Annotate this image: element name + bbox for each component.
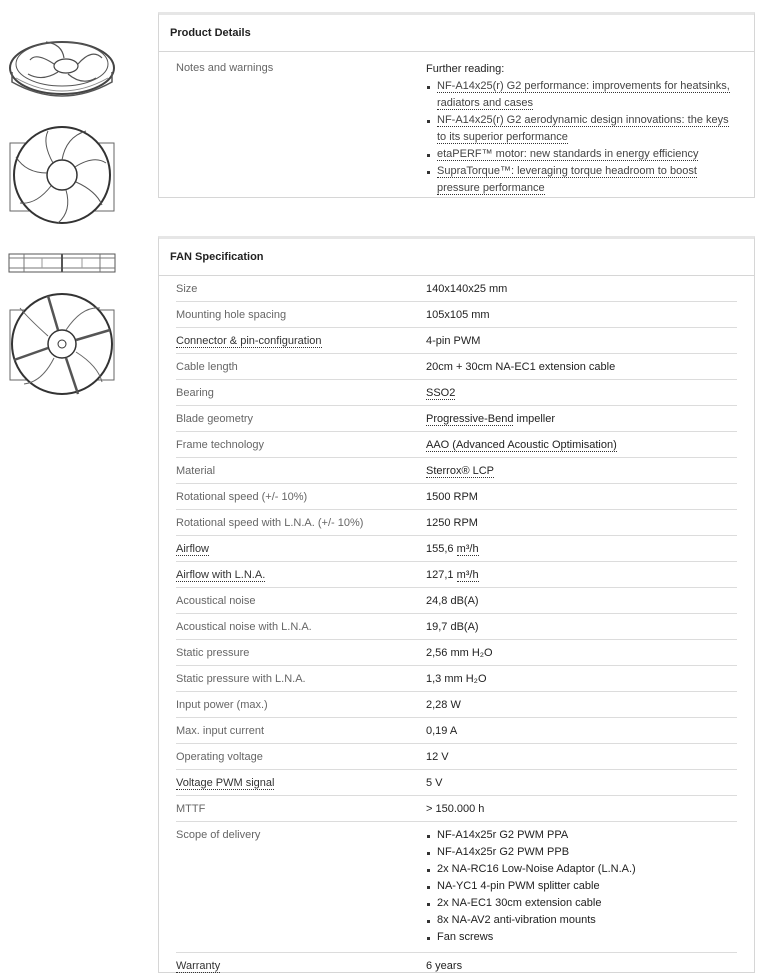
table-row — [176, 666, 737, 692]
frame-technology-info-link[interactable]: AAO (Advanced Acoustic Optimisation) — [426, 439, 617, 451]
table-row — [176, 484, 737, 510]
spec-value-size: 140x140x25 mm — [426, 283, 508, 295]
table-row — [176, 536, 737, 562]
list-item: 2x NA-RC16 Low-Noise Adaptor (L.N.A.) — [426, 861, 737, 878]
spec-label-acoustical-noise-lna: Acoustical noise with L.N.A. — [176, 621, 312, 633]
spec-value-warranty: 6 years — [426, 960, 463, 972]
spec-value-rotational-speed-lna: 1250 RPM — [426, 517, 478, 529]
spec-label-mttf: MTTF — [176, 803, 206, 815]
airflow-number: 155,6 — [426, 543, 457, 555]
table-row — [176, 588, 737, 614]
further-reading-list — [426, 78, 737, 197]
blade-geometry-suffix: impeller — [513, 413, 556, 425]
product-details-title: Product Details — [159, 15, 754, 52]
further-reading-heading: Further reading: — [426, 63, 505, 75]
table-row — [176, 458, 737, 484]
spec-value-mounting-hole-spacing: 105x105 mm — [426, 309, 490, 321]
list-item: Fan screws — [426, 929, 737, 946]
further-reading-link[interactable]: etaPERF™ motor: new standards in energy efficiency — [437, 148, 699, 160]
spec-label-static-pressure: Static pressure — [176, 647, 250, 659]
table-row — [176, 614, 737, 640]
spec-label-size: Size — [176, 283, 198, 295]
thumbnail-fan-back[interactable] — [6, 290, 118, 398]
spec-value-cable-length: 20cm + 30cm NA-EC1 extension cable — [426, 361, 616, 373]
table-row — [176, 953, 737, 978]
spec-value-blade-geometry — [426, 406, 737, 431]
bearing-info-link[interactable]: SSO2 — [426, 387, 456, 399]
airflow-lna-unit-link[interactable]: m³/h — [456, 569, 479, 581]
spec-label-max-input-current: Max. input current — [176, 725, 265, 737]
spec-label-cable-length: Cable length — [176, 361, 238, 373]
list-item: NA-YC1 4-pin PWM splitter cable — [426, 878, 737, 895]
spec-value-operating-voltage: 12 V — [426, 751, 449, 763]
table-row — [176, 770, 737, 796]
spec-label-frame-technology: Frame technology — [176, 439, 265, 451]
table-row — [176, 562, 737, 588]
airflow-lna-info-link[interactable]: Airflow with L.N.A. — [176, 569, 266, 581]
spec-value-airflow — [426, 536, 737, 561]
spec-label-mounting-hole-spacing: Mounting hole spacing — [176, 309, 287, 321]
spec-label-connector — [176, 328, 426, 353]
voltage-pwm-info-link[interactable]: Voltage PWM signal — [176, 777, 275, 789]
spec-value-static-pressure-lna: 1,3 mm H₂O — [426, 673, 487, 685]
fan-specification-rows — [159, 276, 754, 978]
fan-isometric-icon — [6, 28, 118, 108]
spec-label-static-pressure-lna: Static pressure with L.N.A. — [176, 673, 306, 685]
spec-label-rotational-speed: Rotational speed (+/- 10%) — [176, 491, 308, 503]
further-reading-link[interactable]: NF-A14x25(r) G2 aerodynamic design innovations: the keys to its superior performance — [437, 114, 729, 143]
table-row — [176, 640, 737, 666]
list-item — [426, 163, 737, 197]
thumbnail-fan-perspective[interactable] — [6, 28, 118, 108]
spec-label-airflow — [176, 536, 426, 561]
table-row — [176, 692, 737, 718]
spec-label-rotational-speed-lna: Rotational speed with L.N.A. (+/- 10%) — [176, 517, 364, 529]
product-details-panel — [158, 12, 755, 198]
product-details-rows — [159, 52, 754, 203]
fan-specification-panel — [158, 236, 755, 973]
list-item — [426, 78, 737, 112]
spec-label-airflow-lna — [176, 562, 426, 587]
fan-front-icon — [6, 125, 118, 225]
spec-value-airflow-lna — [426, 562, 737, 587]
spec-label-bearing: Bearing — [176, 387, 214, 399]
list-item — [426, 146, 737, 163]
list-item: NF-A14x25r G2 PWM PPB — [426, 844, 737, 861]
row-value — [426, 52, 737, 203]
fan-back-icon — [6, 290, 118, 398]
blade-geometry-info-link[interactable]: Progressive-Bend — [426, 413, 514, 425]
table-row — [176, 432, 737, 458]
spec-value-scope-of-delivery — [426, 822, 737, 952]
spec-label-warranty — [176, 953, 426, 978]
spec-value-static-pressure: 2,56 mm H₂O — [426, 647, 493, 659]
spec-label-acoustical-noise: Acoustical noise — [176, 595, 256, 607]
airflow-unit-link[interactable]: m³/h — [456, 543, 479, 555]
table-row — [176, 328, 737, 354]
spec-value-material — [426, 458, 737, 483]
table-row — [176, 510, 737, 536]
spec-value-bearing — [426, 380, 737, 405]
list-item — [426, 112, 737, 146]
list-item: NF-A14x25r G2 PWM PPA — [426, 827, 737, 844]
spec-value-voltage-pwm-signal: 5 V — [426, 777, 443, 789]
spec-value-acoustical-noise-lna: 19,7 dB(A) — [426, 621, 479, 633]
spec-value-mttf: > 150.000 h — [426, 803, 485, 815]
table-row — [176, 380, 737, 406]
spec-value-acoustical-noise: 24,8 dB(A) — [426, 595, 479, 607]
spec-value-frame-technology — [426, 432, 737, 457]
connector-info-link[interactable]: Connector & pin-configuration — [176, 335, 322, 347]
table-row — [176, 354, 737, 380]
table-row — [176, 406, 737, 432]
spec-label-operating-voltage: Operating voltage — [176, 751, 263, 763]
fan-specification-title: FAN Specification — [159, 239, 754, 276]
table-row — [176, 52, 737, 203]
spec-value-rotational-speed: 1500 RPM — [426, 491, 478, 503]
further-reading-link[interactable]: SupraTorque™: leveraging torque headroom to boost pressure performance — [437, 165, 697, 194]
spec-label-voltage-pwm-signal — [176, 770, 426, 795]
table-row — [176, 744, 737, 770]
thumbnail-fan-side[interactable] — [6, 252, 118, 274]
spec-value-connector: 4-pin PWM — [426, 335, 481, 347]
table-row — [176, 302, 737, 328]
spec-label-material: Material — [176, 465, 216, 477]
row-label: Notes and warnings — [176, 62, 274, 74]
table-row — [176, 822, 737, 953]
list-item: 2x NA-EC1 30cm extension cable — [426, 895, 737, 912]
material-info-link[interactable]: Sterrox® LCP — [426, 465, 495, 477]
airflow-info-link[interactable]: Airflow — [176, 543, 210, 555]
spec-label-scope-of-delivery: Scope of delivery — [176, 829, 261, 841]
table-row — [176, 276, 737, 302]
spec-label-blade-geometry: Blade geometry — [176, 413, 254, 425]
scope-of-delivery-list — [426, 827, 737, 946]
fan-side-icon — [6, 252, 118, 274]
spec-value-input-power: 2,28 W — [426, 699, 461, 711]
warranty-info-link[interactable]: Warranty — [176, 960, 221, 972]
table-row — [176, 796, 737, 822]
airflow-lna-number: 127,1 — [426, 569, 457, 581]
spec-label-input-power: Input power (max.) — [176, 699, 268, 711]
thumbnail-fan-front[interactable] — [6, 125, 118, 225]
spec-value-max-input-current: 0,19 A — [426, 725, 458, 737]
table-row — [176, 718, 737, 744]
further-reading-link[interactable]: NF-A14x25(r) G2 performance: improvements for heatsinks, radiators and cases — [437, 80, 730, 109]
list-item: 8x NA-AV2 anti-vibration mounts — [426, 912, 737, 929]
